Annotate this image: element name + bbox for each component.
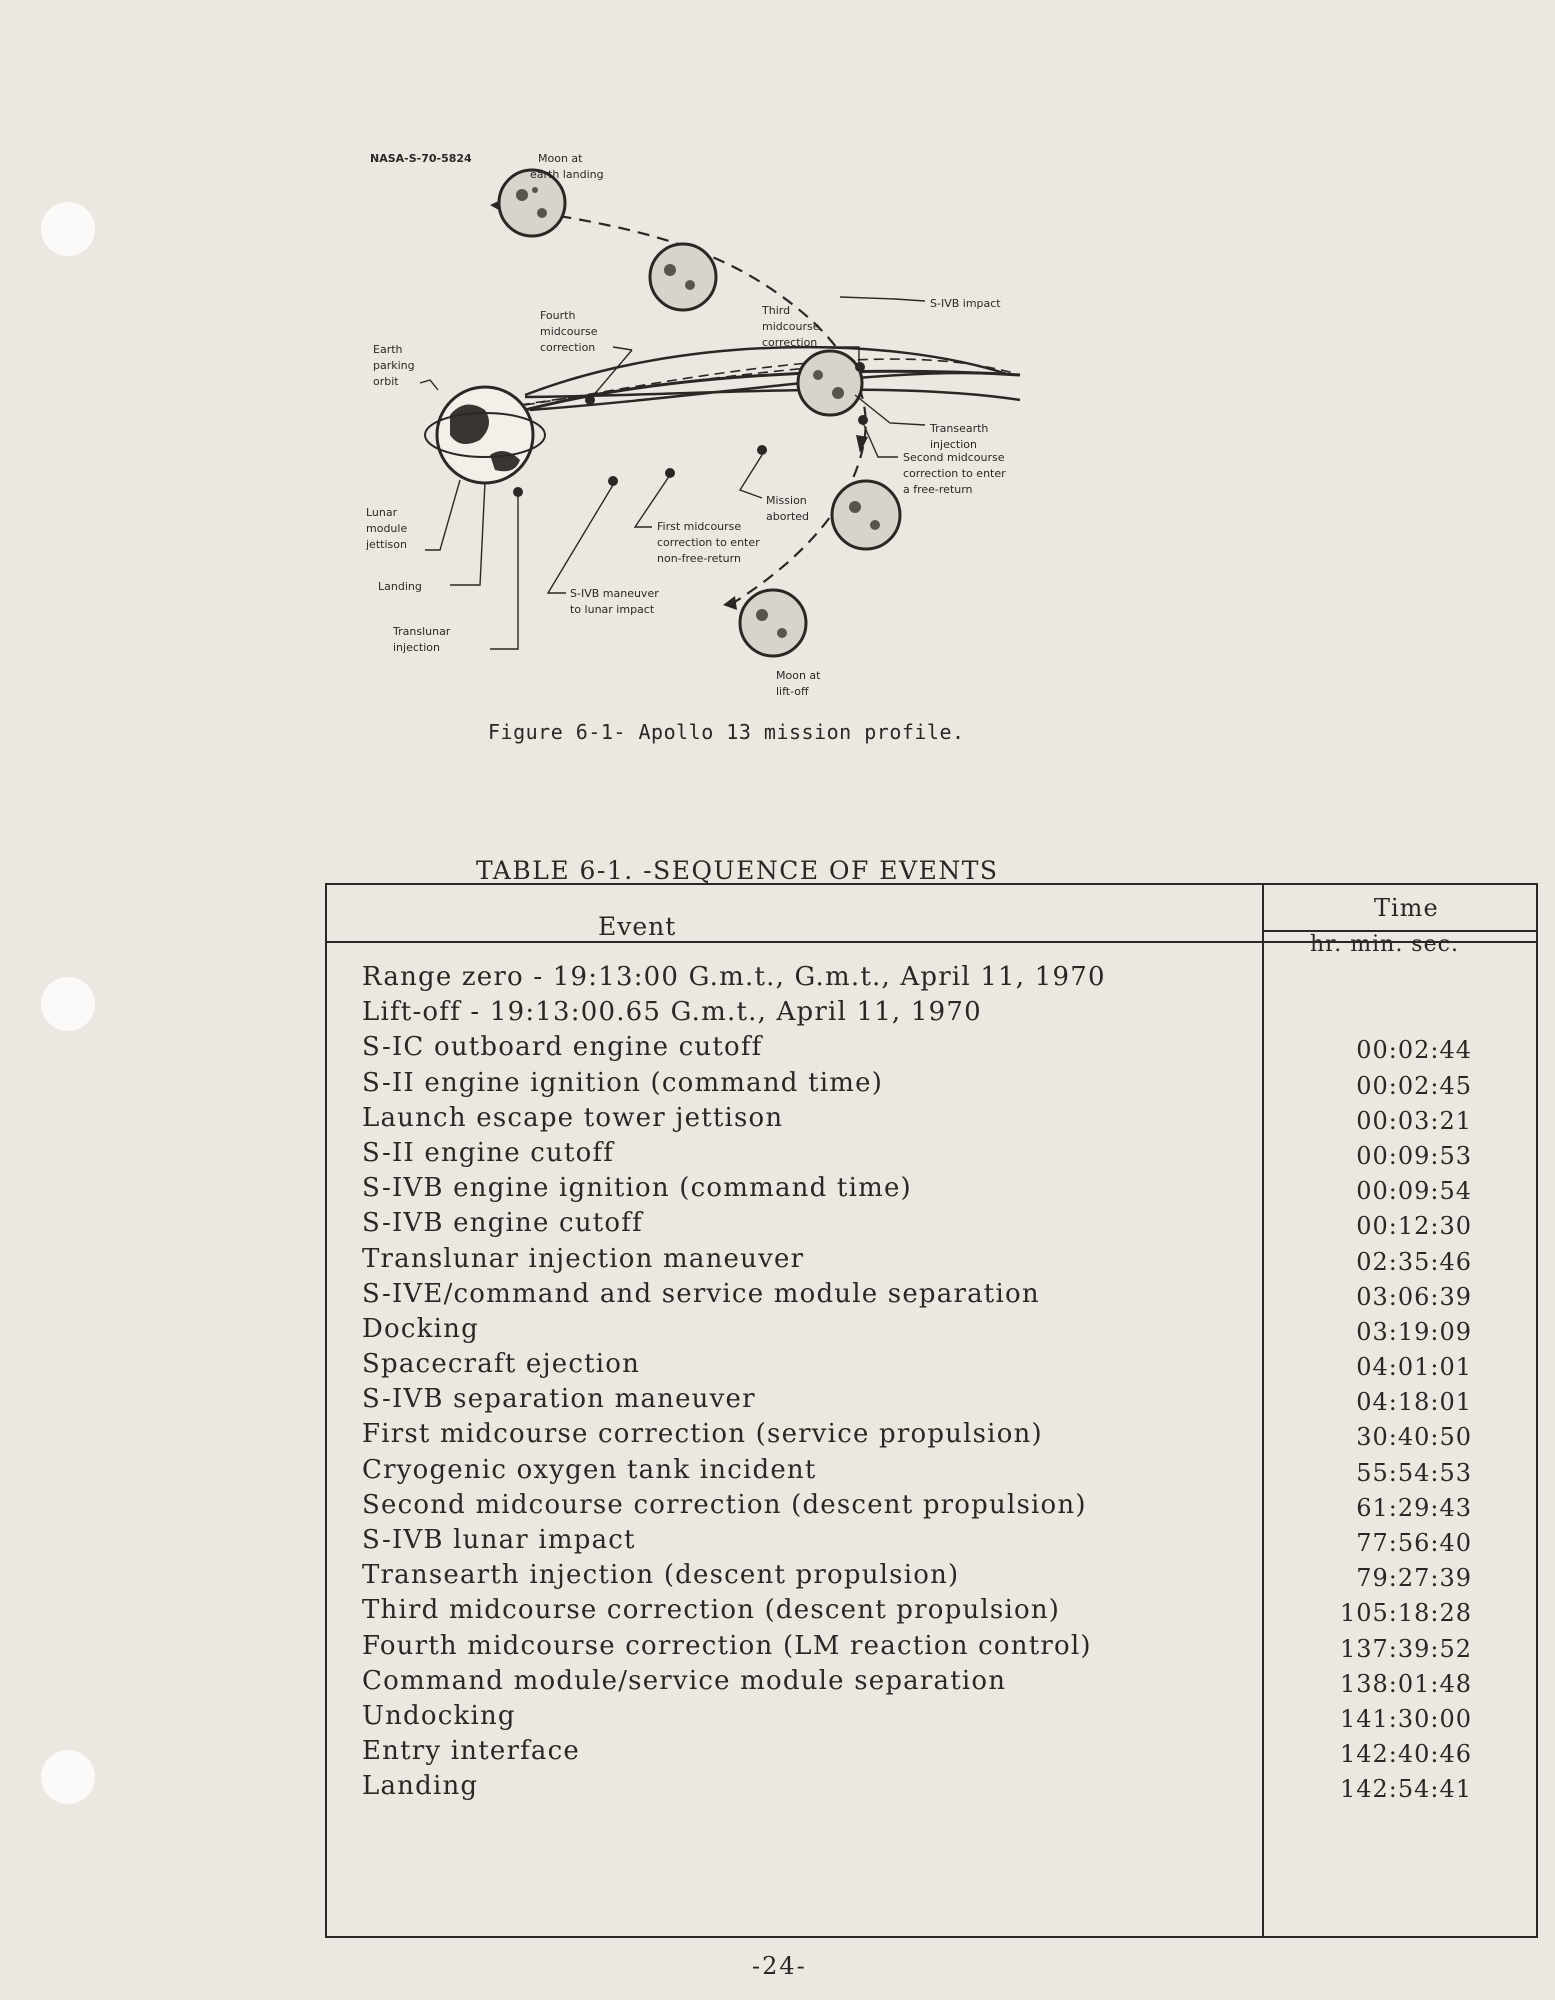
dot-mission-aborted bbox=[757, 445, 767, 455]
label-transearth-injection: Transearth injection bbox=[930, 422, 989, 451]
time-cell: 105:18:28 bbox=[1339, 1599, 1472, 1628]
event-cell: Spacecraft ejection bbox=[362, 1349, 641, 1380]
table-row bbox=[362, 1208, 1532, 1243]
table-row bbox=[362, 1419, 1532, 1454]
time-cell: 04:01:01 bbox=[1356, 1353, 1472, 1382]
moon-position-3 bbox=[798, 351, 862, 415]
table-row bbox=[362, 1525, 1532, 1560]
table-row bbox=[362, 1032, 1532, 1067]
table-row bbox=[362, 1771, 1532, 1806]
moon-position-2 bbox=[650, 244, 716, 310]
table-row bbox=[362, 997, 1532, 1032]
event-cell: S-IC outboard engine cutoff bbox=[362, 1032, 763, 1063]
time-cell: 02:35:46 bbox=[1356, 1247, 1472, 1276]
event-cell: S-IVB lunar impact bbox=[362, 1525, 636, 1555]
time-cell: 142:54:41 bbox=[1339, 1775, 1472, 1804]
dot-first-midcourse bbox=[665, 468, 675, 478]
table-row bbox=[362, 1666, 1532, 1701]
time-cell: 61:29:43 bbox=[1356, 1493, 1472, 1522]
label-s4b-impact: S-IVB impact bbox=[930, 297, 1001, 310]
event-cell: Landing bbox=[362, 1771, 479, 1802]
time-cell: 137:39:52 bbox=[1339, 1634, 1472, 1663]
label-landing: Landing bbox=[378, 580, 422, 593]
event-cell: Entry interface bbox=[362, 1736, 580, 1767]
moon-position-4 bbox=[832, 481, 900, 549]
event-cell: Command module/service module separation bbox=[362, 1665, 1007, 1696]
event-cell: S-IVB engine ignition (command time) bbox=[362, 1173, 912, 1204]
table-row bbox=[362, 1701, 1532, 1736]
binder-hole-middle bbox=[41, 977, 95, 1031]
table-row bbox=[362, 1244, 1532, 1279]
figure-id-label: NASA-S-70-5824 bbox=[370, 152, 472, 165]
figure-caption: Figure 6-1- Apollo 13 mission profile. bbox=[488, 720, 965, 744]
table-row bbox=[362, 1595, 1532, 1630]
time-cell: 03:06:39 bbox=[1356, 1282, 1472, 1311]
event-cell: S-II engine ignition (command time) bbox=[362, 1067, 884, 1098]
table-row bbox=[362, 1103, 1532, 1138]
table-row bbox=[362, 1349, 1532, 1384]
moon-liftoff bbox=[740, 590, 806, 656]
label-lunar-module-jettison: Lunar module jettison bbox=[366, 506, 408, 551]
time-cell: 03:19:09 bbox=[1356, 1317, 1472, 1346]
event-cell: Translunar injection maneuver bbox=[362, 1243, 805, 1274]
event-cell: Range zero - 19:13:00 G.m.t., G.m.t., April 11, 1970 bbox=[362, 962, 1106, 992]
event-cell: Undocking bbox=[362, 1700, 516, 1731]
time-cell: 04:18:01 bbox=[1356, 1388, 1472, 1417]
column-header-time-units: hr. min. sec. bbox=[1310, 932, 1459, 957]
table-row bbox=[362, 1455, 1532, 1490]
label-fourth-midcourse: Fourth midcourse correction bbox=[540, 309, 598, 354]
event-cell: S-IVB engine cutoff bbox=[362, 1208, 643, 1239]
time-cell: 138:01:48 bbox=[1339, 1669, 1472, 1698]
translunar-trajectory bbox=[525, 390, 1020, 400]
event-cell: Third midcourse correction (descent propulsion) bbox=[362, 1595, 1061, 1626]
table-row bbox=[362, 1560, 1532, 1595]
time-cell: 79:27:39 bbox=[1356, 1564, 1472, 1593]
event-cell: Lift-off - 19:13:00.65 G.m.t., April 11, 1970 bbox=[362, 997, 982, 1028]
time-cell: 55:54:53 bbox=[1356, 1458, 1472, 1487]
label-s4b-maneuver: S-IVB maneuver to lunar impact bbox=[570, 587, 659, 616]
time-cell: 00:09:53 bbox=[1356, 1141, 1472, 1170]
table-row bbox=[362, 1631, 1532, 1666]
table-row bbox=[362, 1138, 1532, 1173]
column-header-time: Time bbox=[1374, 894, 1439, 922]
event-cell: Second midcourse correction (descent propulsion) bbox=[362, 1489, 1087, 1520]
event-cell: Fourth midcourse correction (LM reaction control) bbox=[362, 1630, 1092, 1661]
table-title: TABLE 6-1. -SEQUENCE OF EVENTS bbox=[476, 856, 999, 885]
table-row bbox=[362, 1384, 1532, 1419]
table-row bbox=[362, 1279, 1532, 1314]
time-cell: 00:02:44 bbox=[1356, 1036, 1472, 1065]
table-row bbox=[362, 1173, 1532, 1208]
label-second-midcourse: Second midcourse correction to enter a free-return bbox=[903, 451, 1006, 496]
time-cell: 00:03:21 bbox=[1356, 1106, 1472, 1135]
time-cell: 141:30:00 bbox=[1339, 1704, 1472, 1733]
label-third-midcourse: Third midcourse correction bbox=[762, 304, 820, 349]
time-cell: 142:40:46 bbox=[1339, 1740, 1472, 1769]
dot-translunar bbox=[513, 487, 523, 497]
event-cell: First midcourse correction (service propulsion) bbox=[362, 1419, 1043, 1450]
moon-orbit-arrow-tail bbox=[723, 596, 737, 610]
time-cell: 00:09:54 bbox=[1356, 1177, 1472, 1206]
event-cell: S-IVE/command and service module separation bbox=[362, 1278, 1040, 1309]
table-row bbox=[362, 1490, 1532, 1525]
event-cell: S-II engine cutoff bbox=[362, 1137, 615, 1168]
column-header-event: Event bbox=[598, 912, 677, 941]
event-cell: Launch escape tower jettison bbox=[362, 1102, 784, 1133]
table-row bbox=[362, 1068, 1532, 1103]
event-cell: Transearth injection (descent propulsion) bbox=[362, 1560, 960, 1591]
aborted-trajectory bbox=[525, 359, 1020, 405]
page-number: -24- bbox=[752, 1952, 807, 1980]
label-moon-liftoff: Moon at lift-off bbox=[776, 669, 821, 698]
event-cell: Docking bbox=[362, 1313, 479, 1344]
event-cell: Cryogenic oxygen tank incident bbox=[362, 1454, 817, 1485]
time-cell: 00:12:30 bbox=[1356, 1212, 1472, 1241]
mission-profile-figure bbox=[330, 135, 1190, 705]
binder-hole-bottom bbox=[41, 1750, 95, 1804]
table-row bbox=[362, 1736, 1532, 1771]
time-cell: 77:56:40 bbox=[1356, 1529, 1472, 1557]
time-cell: 00:02:45 bbox=[1356, 1071, 1472, 1100]
label-first-midcourse: First midcourse correction to enter non-free-return bbox=[657, 520, 760, 565]
label-earth-parking-orbit: Earth parking orbit bbox=[373, 343, 415, 388]
binder-hole-top bbox=[41, 202, 95, 256]
label-translunar-injection: Translunar injection bbox=[393, 625, 451, 654]
dot-third-midcourse bbox=[855, 362, 865, 372]
events-table-body bbox=[362, 962, 1532, 1807]
event-cell: S-IVB separation maneuver bbox=[362, 1384, 756, 1415]
mission-profile-diagram bbox=[330, 135, 1190, 705]
dot-fourth-midcourse bbox=[585, 395, 595, 405]
label-moon-earth-landing: Moon at earth landing bbox=[530, 152, 604, 181]
time-cell: 30:40:50 bbox=[1356, 1423, 1472, 1452]
label-mission-aborted: Mission aborted bbox=[766, 494, 810, 523]
table-row bbox=[362, 962, 1532, 997]
dot-s4b-maneuver bbox=[608, 476, 618, 486]
table-row bbox=[362, 1314, 1532, 1349]
